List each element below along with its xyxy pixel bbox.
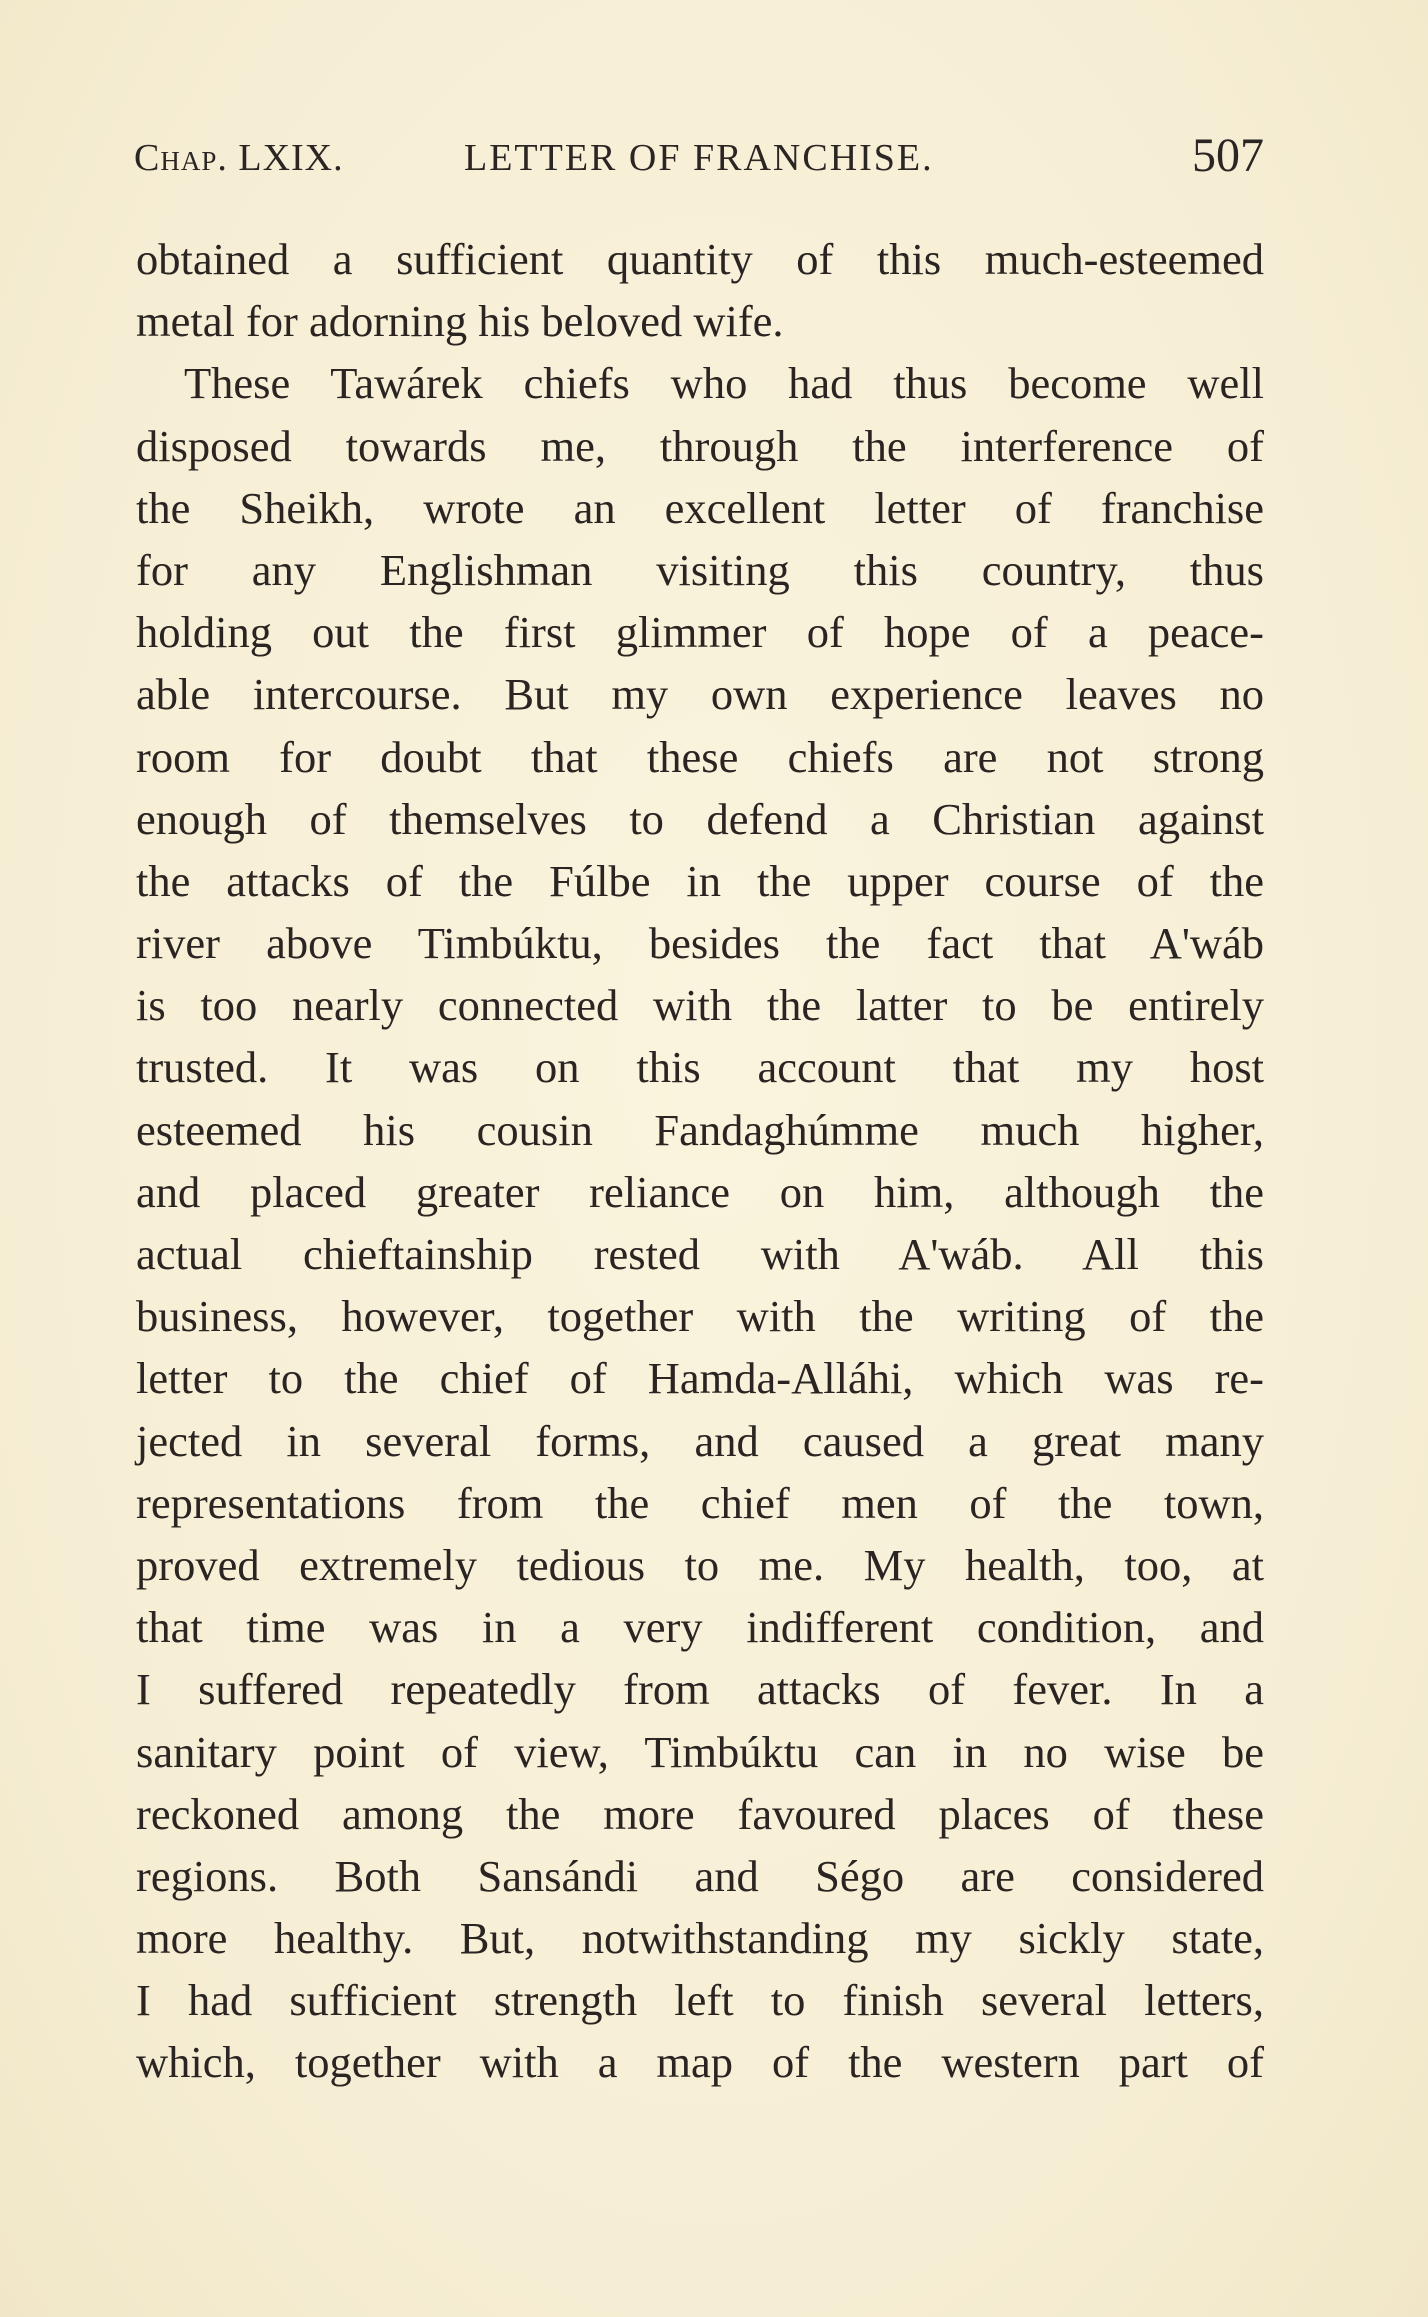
text-line: the attacks of the Fúlbe in the upper course of the	[136, 855, 1264, 906]
text-line: more healthy. But, notwithstanding my sickly state,	[136, 1913, 1264, 1964]
page-number: 507	[1192, 129, 1264, 182]
text-line: and placed greater reliance on him, although the	[136, 1166, 1264, 1217]
text-line: for any Englishman visiting this country, thus	[136, 544, 1264, 595]
text-line: enough of themselves to defend a Christian against	[136, 793, 1264, 844]
text-line: regions. Both Sansándi and Ségo are considered	[136, 1850, 1264, 1901]
text-line: letter to the chief of Hamda-Alláhi, which was re-	[136, 1353, 1264, 1404]
text-line: actual chieftainship rested with A'wáb. All this	[136, 1229, 1264, 1279]
running-head	[134, 128, 1264, 188]
text-line: river above Timbúktu, besides the fact that A'wáb	[136, 918, 1264, 969]
text-line: room for doubt that these chiefs are not strong	[136, 731, 1264, 782]
text-line: jected in several forms, and caused a great many	[136, 1415, 1264, 1466]
text-line: is too nearly connected with the latter to be entirely	[136, 980, 1264, 1031]
text-line: which, together with a map of the western part of	[136, 2037, 1264, 2088]
text-line: the Sheikh, wrote an excellent letter of franchise	[136, 482, 1264, 533]
text-line: that time was in a very indifferent condition, and	[136, 1602, 1264, 1653]
text-line: reckoned among the more favoured places of these	[136, 1788, 1264, 1839]
text-line: These Tawárek chiefs who had thus become well	[184, 358, 1264, 409]
text-line: proved extremely tedious to me. My health, too, at	[136, 1539, 1264, 1590]
text-line: metal for adorning his beloved wife.	[136, 296, 784, 347]
text-line: able intercourse. But my own experience leaves no	[136, 669, 1264, 720]
text-line: trusted. It was on this account that my host	[136, 1042, 1264, 1093]
chapter-label: Chap. LXIX.	[134, 137, 344, 179]
text-line: I had sufficient strength left to finish several letters,	[136, 1975, 1264, 2026]
text-line: obtained a sufficient quantity of this much-esteemed	[136, 234, 1264, 284]
text-line: holding out the first glimmer of hope of a peace-	[136, 607, 1264, 658]
text-line: I suffered repeatedly from attacks of fever. In a	[136, 1664, 1264, 1715]
running-title: LETTER OF FRANCHISE.	[464, 137, 934, 179]
text-line: disposed towards me, through the interference of	[136, 420, 1264, 471]
text-line: esteemed his cousin Fandaghúmme much higher,	[136, 1104, 1264, 1155]
text-line: representations from the chief men of the town,	[136, 1477, 1264, 1528]
text-line: business, however, together with the writing of the	[136, 1291, 1264, 1342]
text-line: sanitary point of view, Timbúktu can in no wise be	[136, 1726, 1264, 1777]
body-text	[136, 228, 1264, 2094]
